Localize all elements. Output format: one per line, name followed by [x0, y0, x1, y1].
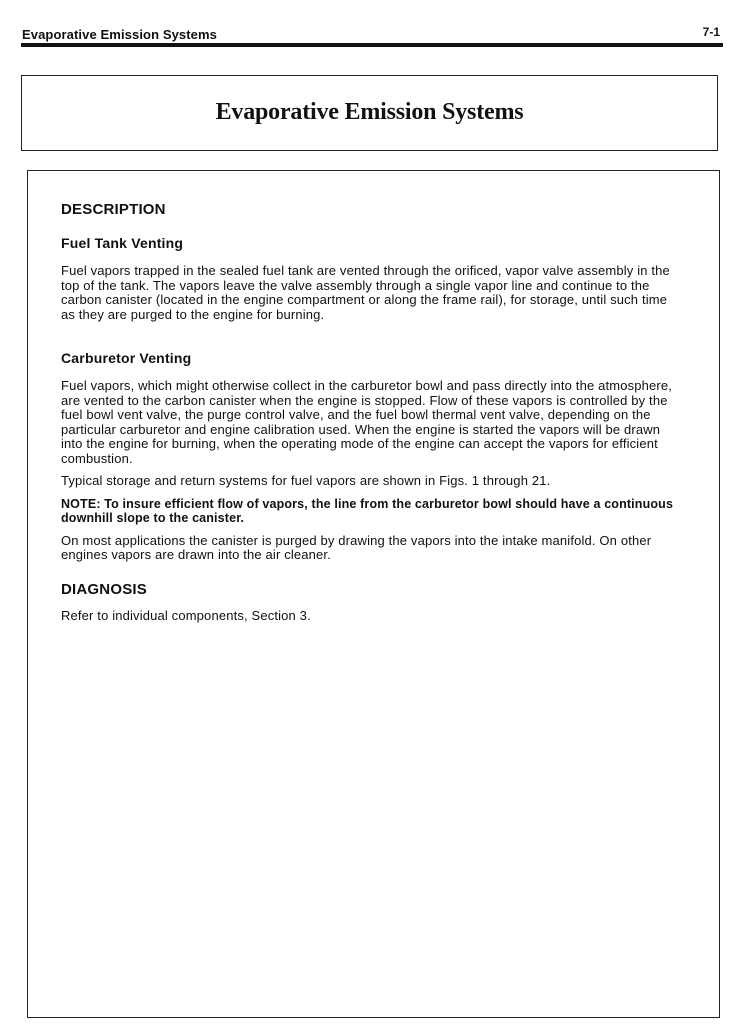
title-box [21, 75, 718, 151]
fuel-tank-venting-heading: Fuel Tank Venting [61, 235, 184, 251]
content-box [27, 170, 720, 1018]
note-paragraph: NOTE: To insure efficient flow of vapors, the line from the carburetor bowl should have a continuous downhill slope to the canister. [61, 496, 674, 525]
page-title: Evaporative Emission Systems [215, 99, 524, 125]
carburetor-venting-paragraph: Fuel vapors, which might otherwise collect in the carburetor bowl and pass directly into the atmosphere, are vented to the carbon canister when the engine is stopped. Flow of these vapors is controlled by the fuel bowl vent valve, the purge control valve, and the fuel bowl thermal vent valve, depending on the particular carburetor and engine calibration used. When the engine is started the vapors will be drawn into the engine for burning, when the operating mode of the engine can accept the vapors for efficient combustion. [61, 378, 673, 466]
description-heading: DESCRIPTION [61, 201, 166, 218]
fuel-tank-venting-paragraph: Fuel vapors trapped in the sealed fuel tank are vented through the orificed, vapor valve assembly in the top of the tank. The vapors leave the valve assembly through a single vapor line and continue to the carbon canister (located in the engine compartment or along the frame rail), for storage, until such time as they are purged to the engine for burning. [61, 263, 670, 322]
running-header-title: Evaporative Emission Systems [22, 27, 218, 42]
page-number: 7-1 [702, 25, 720, 39]
diagnosis-heading: DIAGNOSIS [61, 580, 147, 598]
canister-purge-paragraph: On most applications the canister is purged by drawing the vapors into the intake manifold. On other engines vapors are drawn into the air cleaner. [61, 532, 652, 562]
carburetor-venting-heading: Carburetor Venting [61, 350, 192, 366]
diagnosis-paragraph: Refer to individual components, Section 3. [61, 607, 311, 623]
storage-return-paragraph: Typical storage and return systems for fuel vapors are shown in Figs. 1 through 21. [61, 473, 551, 488]
header-rule [21, 43, 723, 47]
content-body [61, 201, 679, 623]
